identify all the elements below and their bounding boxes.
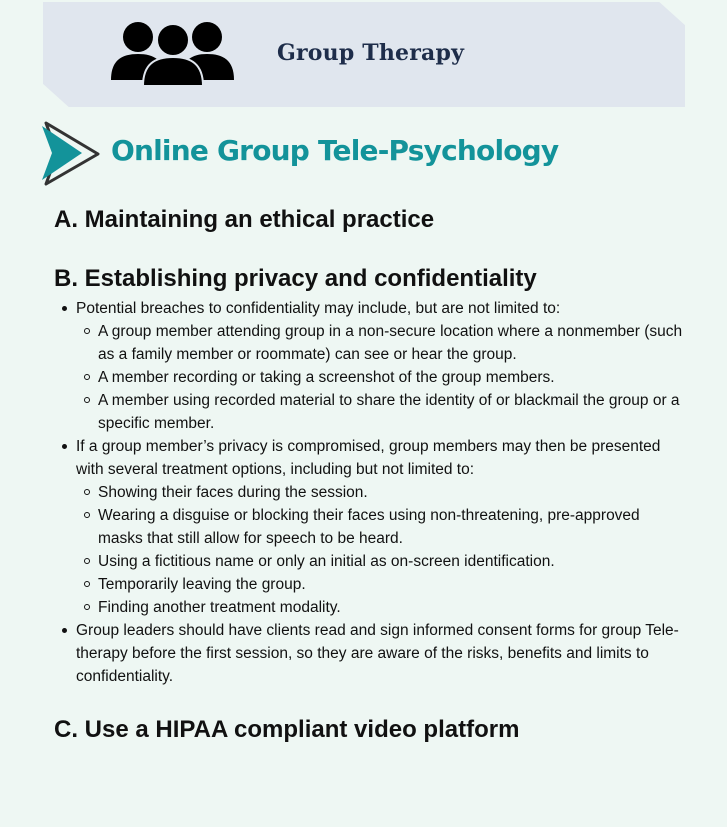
bullet-text: If a group member’s privacy is compromised, group members may then be presented with several treatment options, including but not limited to: xyxy=(76,438,661,478)
heading-privacy-confidentiality: B. Establishing privacy and confidentiality xyxy=(54,265,537,292)
heading-hipaa-platform: C. Use a HIPAA compliant video platform xyxy=(54,716,520,743)
sublist-item: A group member attending group in a non-secure location where a nonmember (such as a family member or roommate) can see or hear the group. xyxy=(76,320,684,366)
sublist-item: Wearing a disguise or blocking their faces using non-threatening, pre-approved masks that still allow for speech to be heard. xyxy=(76,504,684,550)
list-item xyxy=(54,435,684,619)
heading-ethical-practice: A. Maintaining an ethical practice xyxy=(54,206,435,233)
sublist-item: A member using recorded material to share the identity of or blackmail the group or a specific member. xyxy=(76,389,684,435)
section-title: Online Group Tele-Psychology xyxy=(111,134,559,167)
sublist-item: A member recording or taking a screenshot of the group members. xyxy=(76,366,684,389)
sublist-item: Using a fictitious name or only an initial as on-screen identification. xyxy=(76,550,684,573)
list-item xyxy=(54,619,684,688)
sublist-item: Finding another treatment modality. xyxy=(76,596,684,619)
chevron-right-icon xyxy=(40,120,104,186)
group-people-icon xyxy=(110,20,236,86)
bullet-text: Group leaders should have clients read and sign informed consent forms for group Tele-therapy before the first session, so they are aware of the risks, benefits and limits to confidentiality. xyxy=(76,622,679,685)
header-title: Group Therapy xyxy=(277,40,465,66)
confidentiality-list xyxy=(54,297,684,688)
sublist xyxy=(76,481,684,619)
sublist-item: Temporarily leaving the group. xyxy=(76,573,684,596)
list-item xyxy=(54,297,684,435)
sublist-item: Showing their faces during the session. xyxy=(76,481,684,504)
bullet-text: Potential breaches to confidentiality may include, but are not limited to: xyxy=(76,300,561,317)
sublist xyxy=(76,320,684,435)
